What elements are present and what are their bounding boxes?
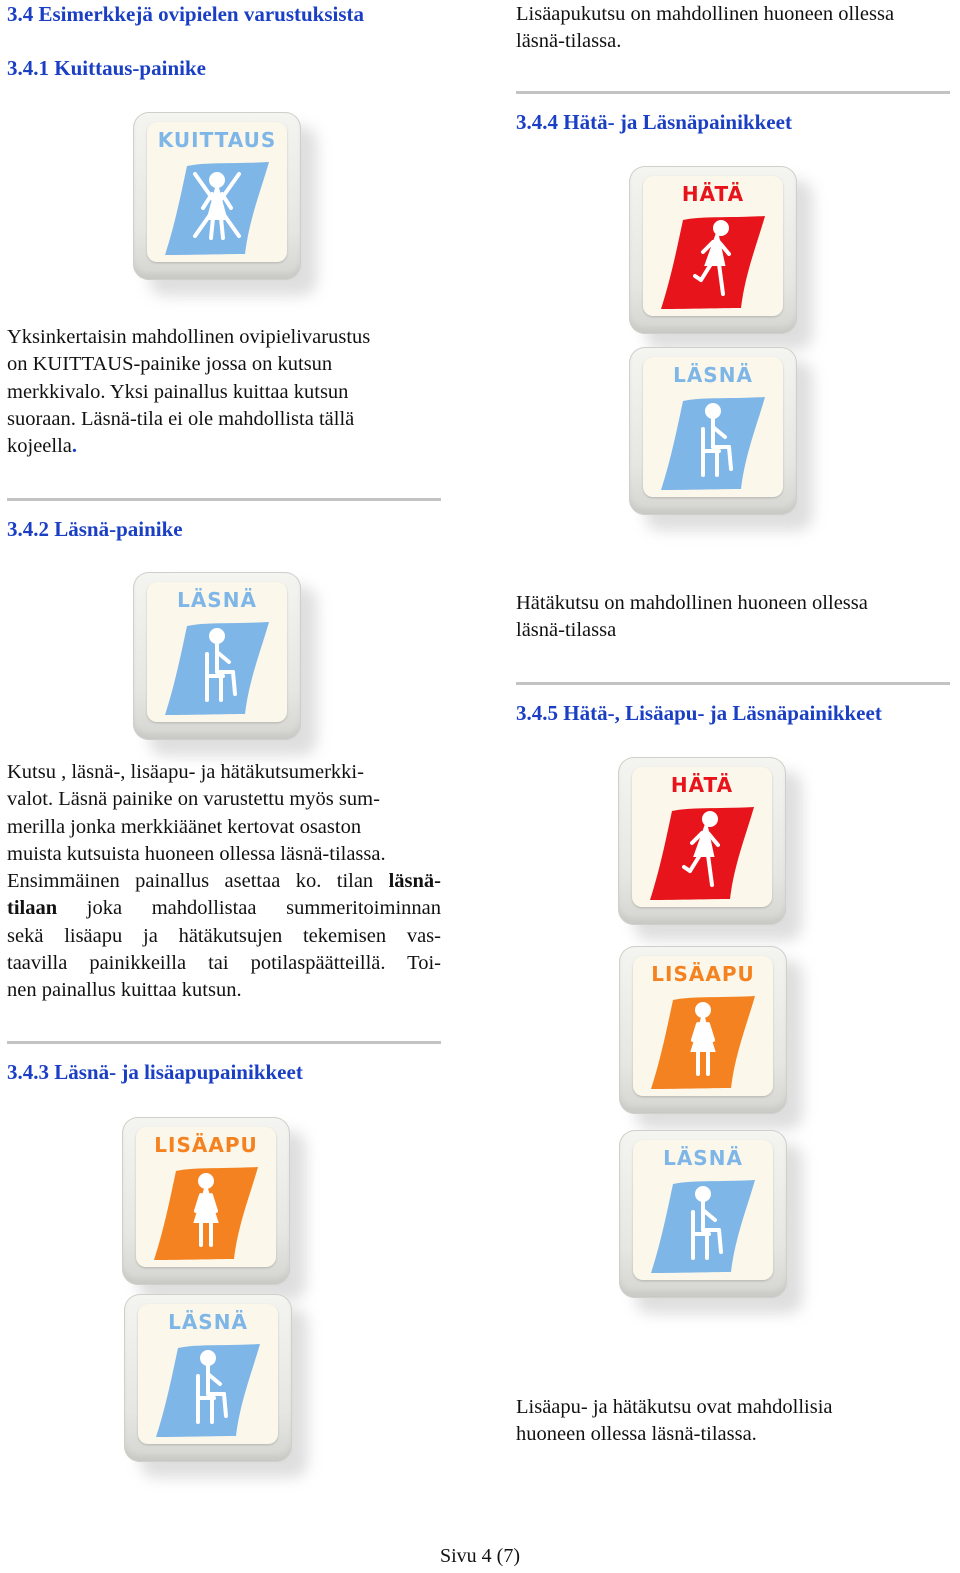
kuittaus-button-image: [133, 112, 307, 286]
hata-button-image: [629, 166, 803, 340]
text-line: merilla jonka merkkiäänet kertovat osaston: [7, 815, 362, 838]
text-line: valot. Läsnä painike on varustettu myös sum-: [7, 788, 380, 811]
text-line: Lisäapukutsu on mahdollinen huoneen ollessa: [516, 3, 895, 25]
text-line: taavilla painikkeilla tai potilaspäätteillä. Toi-: [7, 952, 441, 975]
text-line: nen painallus kuittaa kutsun.: [7, 979, 242, 1002]
divider: [7, 498, 441, 501]
lasna-button-image: [124, 1294, 298, 1468]
text-line: Hätäkutsu on mahdollinen huoneen ollessa: [516, 592, 868, 614]
lisaapu-button-image: [122, 1117, 296, 1291]
section-heading-3-4-3: 3.4.3 Läsnä- ja lisäapupainikkeet: [7, 1060, 303, 1084]
standing-person-icon: [651, 994, 755, 1090]
lasna-label: LÄSNÄ: [168, 1310, 248, 1334]
text-line: Kutsu , läsnä-, lisäapu- ja hätäkutsumerkki-: [7, 761, 364, 783]
bold-term: läsnä-: [388, 870, 441, 893]
text-line: suoraan. Läsnä-tila ei ole mahdollista tällä: [7, 407, 355, 430]
kuittaus-label: KUITTAUS: [157, 128, 277, 152]
seated-person-icon: [661, 395, 765, 491]
lisaapu-label: LISÄAPU: [651, 962, 755, 986]
lasna-description: [7, 759, 441, 1005]
text-line: Lisäapu- ja hätäkutsu ovat mahdollisia: [516, 1396, 833, 1418]
lisaapu-note: [516, 1, 956, 56]
text-line: huoneen ollessa läsnä-tilassa.: [516, 1423, 757, 1446]
hata-button-image: [618, 757, 792, 931]
lasna-label: LÄSNÄ: [663, 1146, 743, 1170]
lisaapu-button-image: [619, 946, 793, 1120]
text-line: on KUITTAUS-painike jossa on kutsun: [7, 353, 333, 376]
section-heading-3-4-2: 3.4.2 Läsnä-painike: [7, 517, 183, 541]
section-heading-3-4-4: 3.4.4 Hätä- ja Läsnäpainikkeet: [516, 110, 792, 134]
hata-label: HÄTÄ: [670, 773, 734, 797]
lisaapu-label: LISÄAPU: [154, 1133, 258, 1157]
lasna-label: LÄSNÄ: [177, 588, 257, 612]
lasna-button-image: [133, 572, 307, 746]
seated-person-icon: [651, 1178, 755, 1274]
text-line: läsnä-tilassa: [516, 619, 617, 642]
seated-person-icon: [165, 620, 269, 716]
text-line: muista kutsuista huoneen ollessa läsnä-tilassa.: [7, 842, 386, 865]
divider: [7, 1041, 441, 1044]
person-crossed-icon: [165, 160, 269, 256]
bold-term: tilaan: [7, 897, 58, 920]
hata-note: [516, 590, 956, 645]
standing-person-icon: [154, 1165, 258, 1261]
text-line: läsnä-tilassa.: [516, 30, 622, 53]
text-line: sekä lisäapu ja hätäkutsujen tekemisen vas-: [7, 924, 441, 947]
text-fragment: joka mahdollistaa summeritoiminnan: [57, 897, 441, 920]
running-person-icon: [650, 805, 754, 901]
divider: [516, 91, 950, 94]
hata-label: HÄTÄ: [681, 182, 745, 206]
lasna-label: LÄSNÄ: [673, 363, 753, 387]
seated-person-icon: [156, 1342, 260, 1438]
running-person-icon: [661, 214, 765, 310]
text-line: kojeella: [7, 435, 72, 458]
combined-note: [516, 1394, 956, 1449]
section-heading-3-4-1: 3.4.1 Kuittaus-painike: [7, 56, 206, 80]
kuittaus-description: [7, 324, 447, 460]
text-line: merkkivalo. Yksi painallus kuittaa kutsun: [7, 380, 349, 403]
text-line: Yksinkertaisin mahdollinen ovipielivarustus: [7, 326, 371, 348]
blue-period: .: [71, 435, 78, 458]
lasna-button-image: [619, 1130, 793, 1304]
divider: [516, 682, 950, 685]
section-heading-3-4: 3.4 Esimerkkejä ovipielen varustuksista: [7, 2, 365, 26]
page-number: Sivu 4 (7): [440, 1545, 520, 1567]
text-fragment: Ensimmäinen painallus asettaa ko. tilan: [7, 870, 389, 893]
section-heading-3-4-5: 3.4.5 Hätä-, Lisäapu- ja Läsnäpainikkeet: [516, 701, 882, 725]
lasna-button-image: [629, 347, 803, 521]
